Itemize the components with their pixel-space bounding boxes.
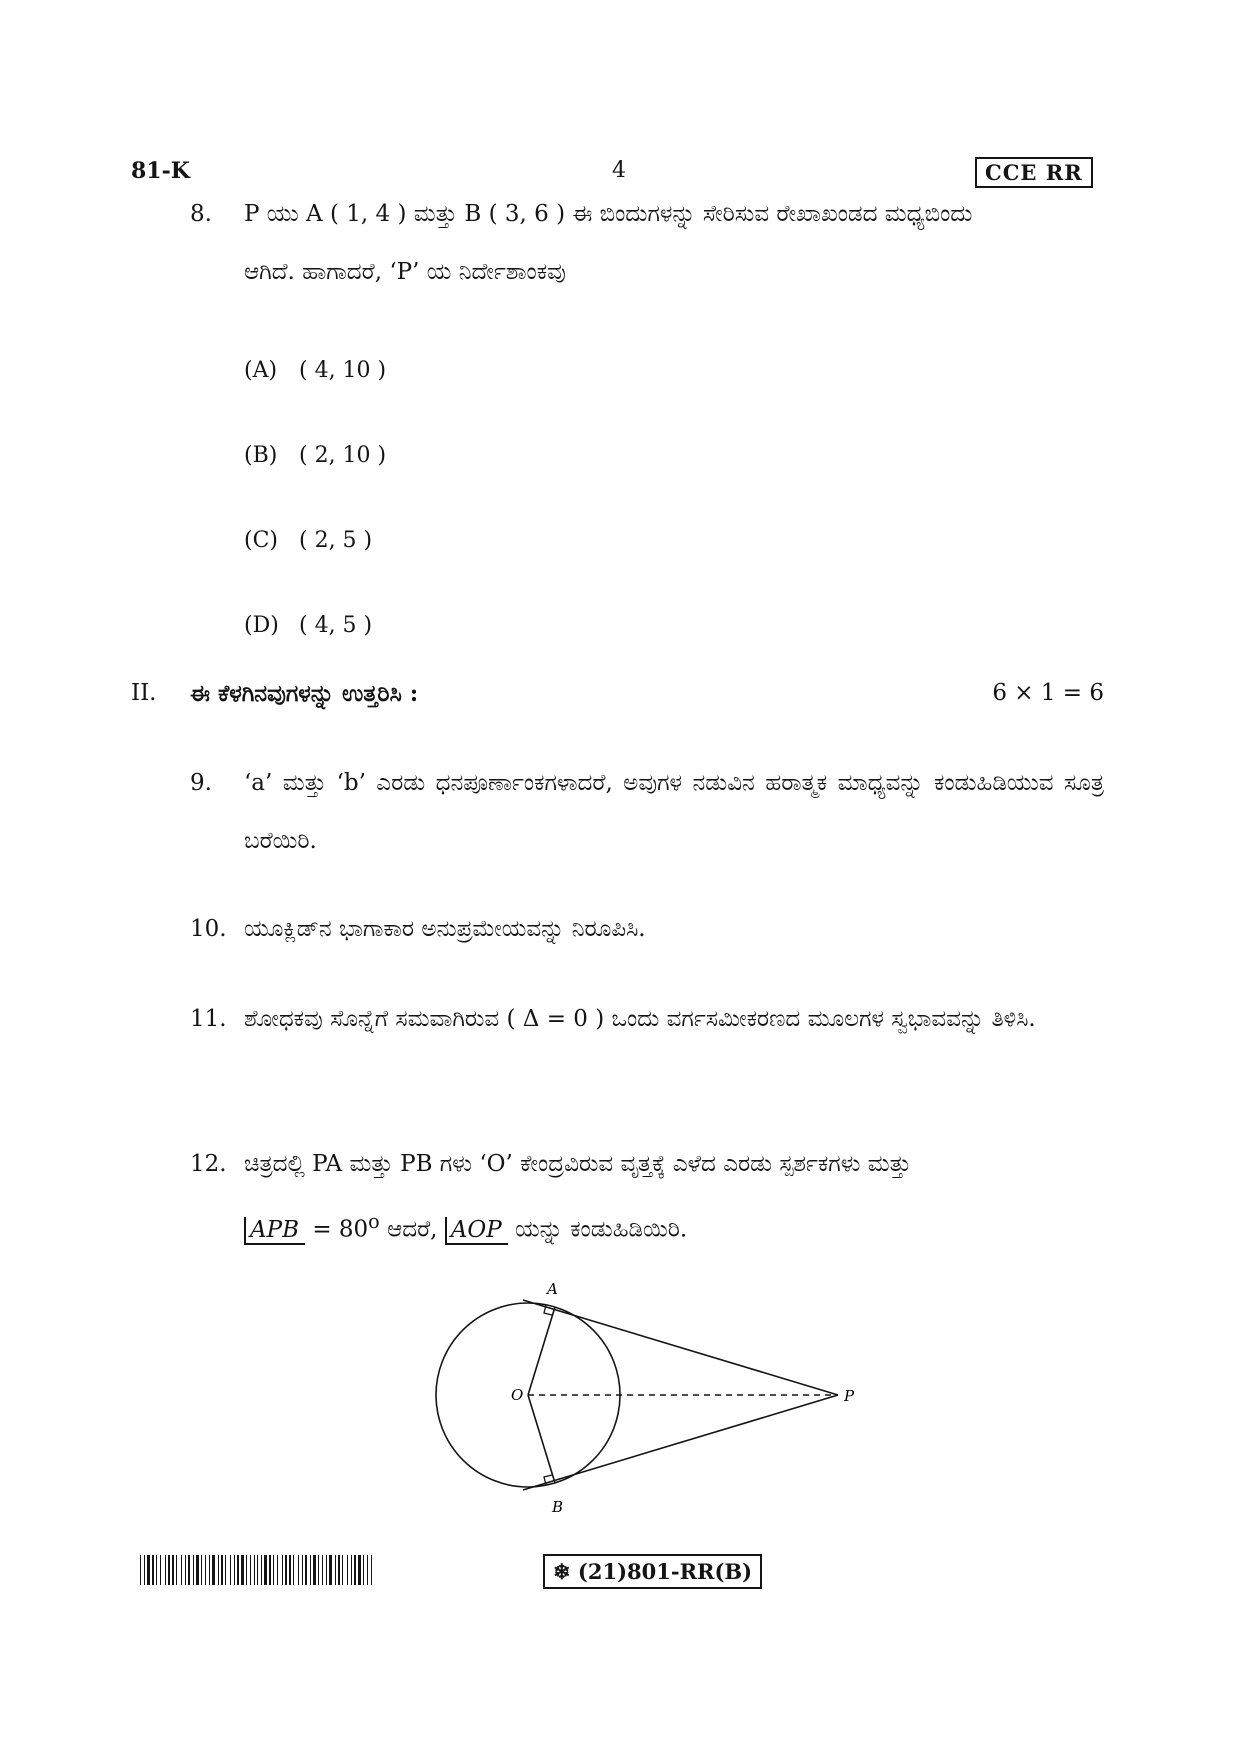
radius-oa: [528, 1307, 555, 1395]
section-marks: 6 × 1 = 6: [992, 680, 1104, 706]
question-9: [0, 766, 1238, 886]
angle-equals: = 80: [312, 1216, 369, 1243]
question-text-line2: ಆಗಿದೆ. ಹಾಗಾದರೆ, ‘P’ ಯ ನಿರ್ದೇಶಾಂಕವು: [244, 259, 566, 285]
snowflake-icon: ❄: [553, 1559, 571, 1584]
label-p: P: [844, 1387, 855, 1405]
label-a: A: [547, 1280, 558, 1298]
question-text-line1: P ಯು A ( 1, 4 ) ಮತ್ತು B ( 3, 6 ) ಈ ಬಿಂದುಗಳನ್ನು ಸೇರಿಸುವ ರೇಖಾಖಂಡದ ಮಧ್ಯಬಿಂದು: [244, 201, 973, 227]
page-number: 4: [612, 158, 626, 183]
question-11: [0, 1002, 1238, 1122]
option-label: (D): [244, 613, 279, 638]
degree-sign: o: [368, 1210, 380, 1233]
question-text: ‘a’ ಮತ್ತು ‘b’ ಎರಡು ಧನಪೂರ್ಣಾಂಕಗಳಾದರೆ, ಅವುಗಳ ನಡುವಿನ ಹರಾತ್ಮಕ ಮಾಧ್ಯವನ್ನು ಕಂಡುಹಿಡಿಯುವ ಸೂತ್ರ ಬರೆಯಿರಿ.: [244, 770, 1104, 854]
barcode-image: [140, 1555, 385, 1585]
series-badge: CCE RR: [975, 157, 1093, 188]
question-text-line2: [244, 1205, 1104, 1247]
text-end: ಯನ್ನು ಕಂಡುಹಿಡಿಯಿರಿ.: [515, 1216, 688, 1243]
label-b: B: [552, 1498, 564, 1516]
option-c: [244, 528, 372, 553]
option-b: [244, 443, 386, 468]
tangent-pa: [523, 1300, 838, 1395]
question-number: 10.: [190, 916, 227, 942]
radius-ob: [528, 1395, 555, 1483]
option-label: (C): [244, 528, 278, 553]
question-text: ಯೂಕ್ಲಿಡ್‌ನ ಭಾಗಾಕಾರ ಅನುಪ್ರಮೇಯವನ್ನು ನಿರೂಪಿಸಿ.: [244, 916, 646, 942]
option-label: (B): [244, 443, 278, 468]
angle-aop: AOP: [445, 1217, 508, 1245]
question-text: ಶೋಧಕವು ಸೊನ್ನೆಗೆ ಸಮವಾಗಿರುವ ( Δ = 0 ) ಒಂದು ವರ್ಗಸಮೀಕರಣದ ಮೂಲಗಳ ಸ್ವಭಾವವನ್ನು ತಿಳಿಸಿ.: [244, 1006, 1036, 1032]
text-mid: ಆದರೆ,: [387, 1216, 438, 1243]
option-value: ( 2, 10 ): [299, 443, 387, 468]
option-label: (A): [244, 358, 278, 383]
section-title: ಈ ಕೆಳಗಿನವುಗಳನ್ನು ಉತ್ತರಿಸಿ :: [190, 680, 419, 707]
option-a: [244, 358, 386, 383]
question-number: 12.: [190, 1151, 227, 1177]
footer-code-box: [543, 1554, 762, 1589]
paper-code: 81-K: [131, 158, 190, 184]
option-value: ( 2, 5 ): [299, 528, 373, 553]
tangent-figure: [420, 1280, 870, 1520]
tangent-pb: [523, 1395, 838, 1490]
question-number: 11.: [190, 1006, 227, 1032]
question-text-line1: ಚಿತ್ರದಲ್ಲಿ PA ಮತ್ತು PB ಗಳು ‘O’ ಕೇಂದ್ರವಿರುವ ವೃತ್ತಕ್ಕೆ ಎಳೆದ ಎರಡು ಸ್ಪರ್ಶಕಗಳು ಮತ್ತು: [244, 1151, 912, 1177]
option-value: ( 4, 5 ): [299, 613, 373, 638]
question-number: 8.: [190, 201, 212, 227]
option-d: [244, 613, 372, 638]
angle-apb: APB: [244, 1217, 305, 1245]
section-number: II.: [131, 680, 157, 706]
label-o: O: [511, 1386, 524, 1404]
question-number: 9.: [190, 770, 212, 796]
option-value: ( 4, 10 ): [299, 358, 387, 383]
footer-code: (21)801-RR(B): [577, 1559, 753, 1584]
